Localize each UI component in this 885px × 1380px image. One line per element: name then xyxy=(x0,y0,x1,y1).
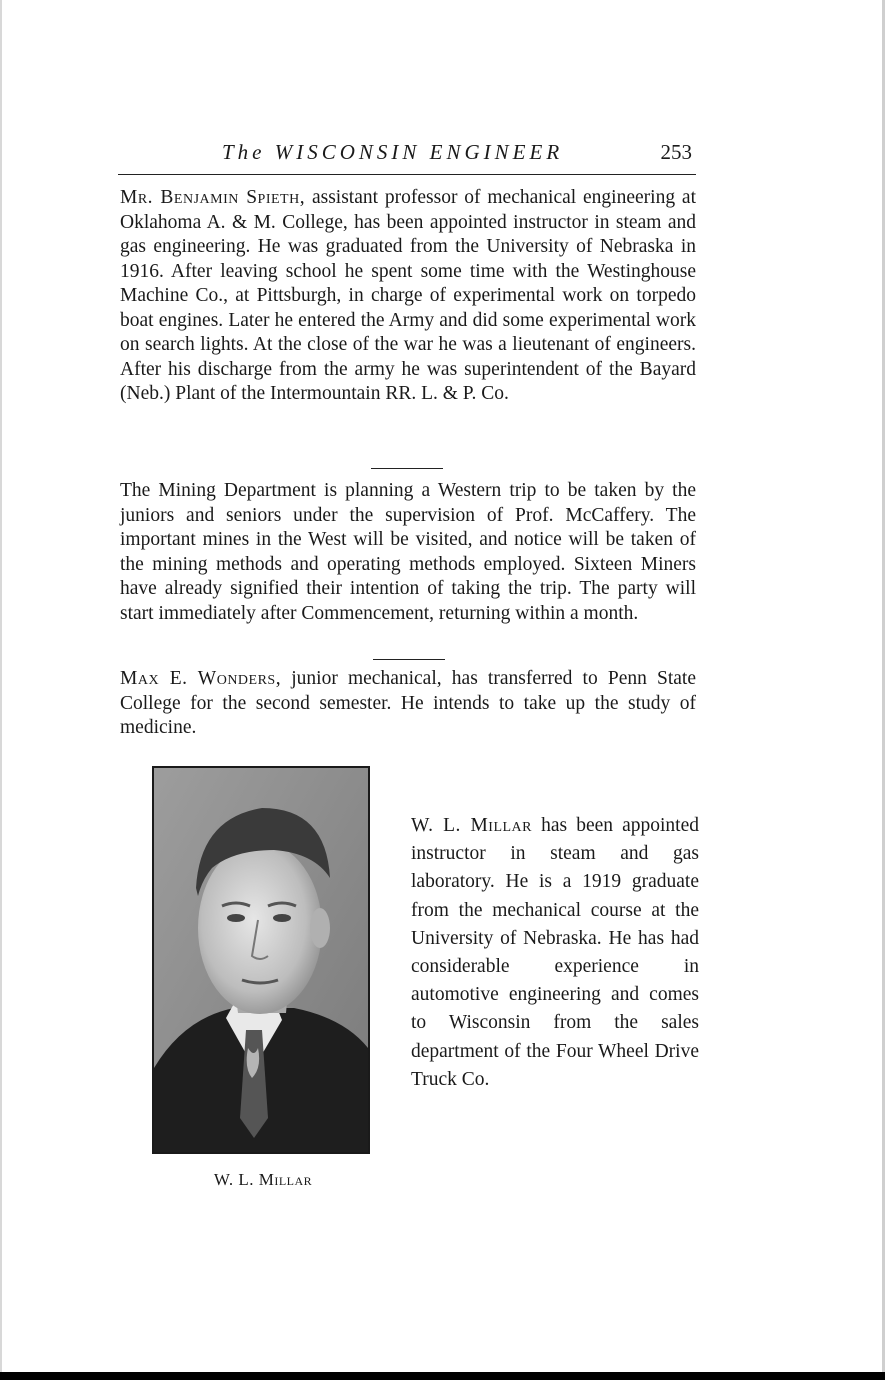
person-name-wonders: Max E. Wonders, xyxy=(120,668,282,689)
person-name-millar: W. L. Millar xyxy=(411,815,533,836)
paragraph-spieth-text: assistant professor of mechanical engineering at Oklahoma A. & M. College, has been appointed instructor in steam and gas engineering. He was graduated from the University of Nebraska in 1916. After leaving school he spent some time with the Westinghouse Machine Co., at Pittsburgh, in charge of experimental work on torpedo boat engines. Later he entered the Army and did some experimental work on search lights. At the close of the war he was a lieutenant of engineers. After his discharge from the army he was superintendent of the Bayard (Neb.) Plant of the Intermountain RR. L. & P. Co. xyxy=(120,187,696,404)
paragraph-millar xyxy=(411,812,699,1094)
scan-edge-left xyxy=(0,0,2,1380)
paragraph-mining xyxy=(120,479,696,626)
portrait-photo xyxy=(152,766,370,1154)
scan-bottom-edge xyxy=(0,1372,885,1380)
photo-caption: W. L. Millar xyxy=(213,1170,313,1189)
person-name-spieth: Mr. Benjamin Spieth, xyxy=(120,187,306,208)
portrait-image xyxy=(154,768,368,1152)
section-divider xyxy=(371,468,443,469)
paragraph-mining-text: The Mining Department is planning a Western trip to be taken by the juniors and seniors under the supervision of Prof. McCaffery. The important mines in the West will be visited, and notice will be taken of the mining methods and operating methods employed. Sixteen Miners have already signified their intention of taking the trip. The party will start immediately after Commencement, returning within a month. xyxy=(120,480,696,624)
journal-title: The WISCONSIN ENGINEER xyxy=(222,140,564,164)
section-divider xyxy=(373,659,445,660)
paragraph-spieth xyxy=(120,186,696,407)
page-number: 253 xyxy=(660,140,692,164)
paragraph-wonders-text: junior mechanical, has transferred to Penn State College for the second semester. He intends to take up the study of medicine. xyxy=(120,668,696,738)
paragraph-wonders xyxy=(120,667,696,741)
running-header xyxy=(118,138,696,175)
paragraph-millar-text: has been appointed instructor in steam and gas laboratory. He is a 1919 graduate from the mechanical course at the University of Nebraska. He has had considerable experience in automotive engineering and comes to Wisconsin from the sales department of the Four Wheel Drive Truck Co. xyxy=(411,815,699,1090)
